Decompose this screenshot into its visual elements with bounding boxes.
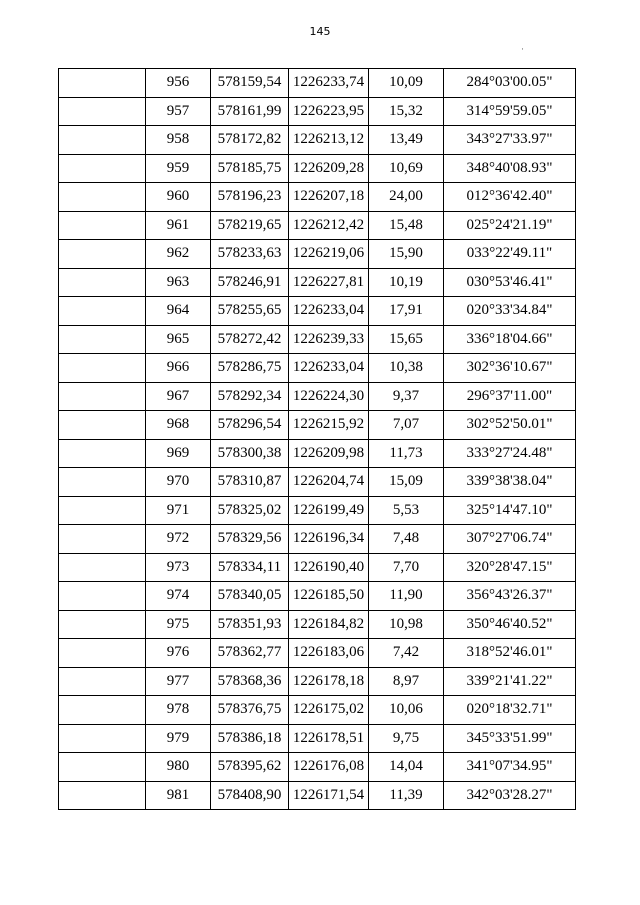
group-cell bbox=[59, 781, 146, 810]
group-cell bbox=[59, 211, 146, 240]
group-cell bbox=[59, 639, 146, 668]
y-coordinate-cell: 1226176,08 bbox=[289, 753, 369, 782]
group-cell bbox=[59, 696, 146, 725]
distance-cell: 15,65 bbox=[369, 325, 444, 354]
table-row bbox=[59, 525, 576, 554]
point-number-cell: 969 bbox=[146, 439, 211, 468]
bearing-cell: 284°03'00.05" bbox=[444, 69, 576, 98]
table-row bbox=[59, 582, 576, 611]
bearing-cell: 307°27'06.74" bbox=[444, 525, 576, 554]
y-coordinate-cell: 1226171,54 bbox=[289, 781, 369, 810]
distance-cell: 9,37 bbox=[369, 382, 444, 411]
x-coordinate-cell: 578362,77 bbox=[211, 639, 289, 668]
table-row bbox=[59, 211, 576, 240]
y-coordinate-cell: 1226178,18 bbox=[289, 667, 369, 696]
y-coordinate-cell: 1226190,40 bbox=[289, 553, 369, 582]
point-number-cell: 959 bbox=[146, 154, 211, 183]
x-coordinate-cell: 578233,63 bbox=[211, 240, 289, 269]
group-cell bbox=[59, 724, 146, 753]
distance-cell: 14,04 bbox=[369, 753, 444, 782]
point-number-cell: 958 bbox=[146, 126, 211, 155]
x-coordinate-cell: 578351,93 bbox=[211, 610, 289, 639]
y-coordinate-cell: 1226215,92 bbox=[289, 411, 369, 440]
x-coordinate-cell: 578368,36 bbox=[211, 667, 289, 696]
distance-cell: 9,75 bbox=[369, 724, 444, 753]
point-number-cell: 957 bbox=[146, 97, 211, 126]
x-coordinate-cell: 578395,62 bbox=[211, 753, 289, 782]
group-cell bbox=[59, 382, 146, 411]
y-coordinate-cell: 1226175,02 bbox=[289, 696, 369, 725]
bearing-cell: 318°52'46.01" bbox=[444, 639, 576, 668]
point-number-cell: 964 bbox=[146, 297, 211, 326]
table-row bbox=[59, 325, 576, 354]
y-coordinate-cell: 1226233,74 bbox=[289, 69, 369, 98]
group-cell bbox=[59, 183, 146, 212]
x-coordinate-cell: 578246,91 bbox=[211, 268, 289, 297]
group-cell bbox=[59, 126, 146, 155]
distance-cell: 10,06 bbox=[369, 696, 444, 725]
point-number-cell: 976 bbox=[146, 639, 211, 668]
point-number-cell: 967 bbox=[146, 382, 211, 411]
coordinates-table-body bbox=[59, 69, 576, 810]
bearing-cell: 314°59'59.05" bbox=[444, 97, 576, 126]
group-cell bbox=[59, 154, 146, 183]
bearing-cell: 343°27'33.97" bbox=[444, 126, 576, 155]
y-coordinate-cell: 1226223,95 bbox=[289, 97, 369, 126]
distance-cell: 15,90 bbox=[369, 240, 444, 269]
x-coordinate-cell: 578376,75 bbox=[211, 696, 289, 725]
table-row bbox=[59, 268, 576, 297]
group-cell bbox=[59, 325, 146, 354]
table-row bbox=[59, 97, 576, 126]
bearing-cell: 030°53'46.41" bbox=[444, 268, 576, 297]
y-coordinate-cell: 1226209,98 bbox=[289, 439, 369, 468]
table-row bbox=[59, 297, 576, 326]
bearing-cell: 350°46'40.52" bbox=[444, 610, 576, 639]
point-number-cell: 956 bbox=[146, 69, 211, 98]
group-cell bbox=[59, 268, 146, 297]
bearing-cell: 302°52'50.01" bbox=[444, 411, 576, 440]
bearing-cell: 020°33'34.84" bbox=[444, 297, 576, 326]
distance-cell: 10,19 bbox=[369, 268, 444, 297]
bearing-cell: 348°40'08.93" bbox=[444, 154, 576, 183]
y-coordinate-cell: 1226183,06 bbox=[289, 639, 369, 668]
bearing-cell: 341°07'34.95" bbox=[444, 753, 576, 782]
point-number-cell: 971 bbox=[146, 496, 211, 525]
group-cell bbox=[59, 297, 146, 326]
group-cell bbox=[59, 97, 146, 126]
table-row bbox=[59, 781, 576, 810]
distance-cell: 15,09 bbox=[369, 468, 444, 497]
bearing-cell: 296°37'11.00" bbox=[444, 382, 576, 411]
distance-cell: 10,09 bbox=[369, 69, 444, 98]
y-coordinate-cell: 1226224,30 bbox=[289, 382, 369, 411]
table-row bbox=[59, 496, 576, 525]
x-coordinate-cell: 578172,82 bbox=[211, 126, 289, 155]
bearing-cell: 325°14'47.10" bbox=[444, 496, 576, 525]
distance-cell: 24,00 bbox=[369, 183, 444, 212]
bearing-cell: 345°33'51.99" bbox=[444, 724, 576, 753]
x-coordinate-cell: 578286,75 bbox=[211, 354, 289, 383]
distance-cell: 7,42 bbox=[369, 639, 444, 668]
point-number-cell: 978 bbox=[146, 696, 211, 725]
distance-cell: 11,90 bbox=[369, 582, 444, 611]
bearing-cell: 336°18'04.66" bbox=[444, 325, 576, 354]
x-coordinate-cell: 578196,23 bbox=[211, 183, 289, 212]
table-row bbox=[59, 696, 576, 725]
y-coordinate-cell: 1226178,51 bbox=[289, 724, 369, 753]
y-coordinate-cell: 1226212,42 bbox=[289, 211, 369, 240]
group-cell bbox=[59, 525, 146, 554]
distance-cell: 13,49 bbox=[369, 126, 444, 155]
table-row bbox=[59, 69, 576, 98]
distance-cell: 7,48 bbox=[369, 525, 444, 554]
point-number-cell: 965 bbox=[146, 325, 211, 354]
table-row bbox=[59, 753, 576, 782]
distance-cell: 10,38 bbox=[369, 354, 444, 383]
distance-cell: 7,07 bbox=[369, 411, 444, 440]
table-row bbox=[59, 382, 576, 411]
distance-cell: 10,69 bbox=[369, 154, 444, 183]
table-row bbox=[59, 610, 576, 639]
point-number-cell: 961 bbox=[146, 211, 211, 240]
x-coordinate-cell: 578310,87 bbox=[211, 468, 289, 497]
x-coordinate-cell: 578272,42 bbox=[211, 325, 289, 354]
bearing-cell: 020°18'32.71" bbox=[444, 696, 576, 725]
y-coordinate-cell: 1226199,49 bbox=[289, 496, 369, 525]
bearing-cell: 339°38'38.04" bbox=[444, 468, 576, 497]
x-coordinate-cell: 578159,54 bbox=[211, 69, 289, 98]
x-coordinate-cell: 578340,05 bbox=[211, 582, 289, 611]
point-number-cell: 975 bbox=[146, 610, 211, 639]
bearing-cell: 333°27'24.48" bbox=[444, 439, 576, 468]
table-row bbox=[59, 240, 576, 269]
y-coordinate-cell: 1226209,28 bbox=[289, 154, 369, 183]
y-coordinate-cell: 1226207,18 bbox=[289, 183, 369, 212]
group-cell bbox=[59, 610, 146, 639]
x-coordinate-cell: 578161,99 bbox=[211, 97, 289, 126]
table-row bbox=[59, 126, 576, 155]
group-cell bbox=[59, 553, 146, 582]
y-coordinate-cell: 1226204,74 bbox=[289, 468, 369, 497]
y-coordinate-cell: 1226239,33 bbox=[289, 325, 369, 354]
point-number-cell: 960 bbox=[146, 183, 211, 212]
x-coordinate-cell: 578219,65 bbox=[211, 211, 289, 240]
y-coordinate-cell: 1226233,04 bbox=[289, 297, 369, 326]
bearing-cell: 320°28'47.15" bbox=[444, 553, 576, 582]
bearing-cell: 342°03'28.27" bbox=[444, 781, 576, 810]
point-number-cell: 966 bbox=[146, 354, 211, 383]
group-cell bbox=[59, 582, 146, 611]
table-row bbox=[59, 411, 576, 440]
y-coordinate-cell: 1226219,06 bbox=[289, 240, 369, 269]
group-cell bbox=[59, 69, 146, 98]
group-cell bbox=[59, 667, 146, 696]
group-cell bbox=[59, 496, 146, 525]
bearing-cell: 012°36'42.40" bbox=[444, 183, 576, 212]
table-row bbox=[59, 468, 576, 497]
table-row bbox=[59, 639, 576, 668]
x-coordinate-cell: 578329,56 bbox=[211, 525, 289, 554]
point-number-cell: 972 bbox=[146, 525, 211, 554]
x-coordinate-cell: 578296,54 bbox=[211, 411, 289, 440]
x-coordinate-cell: 578408,90 bbox=[211, 781, 289, 810]
point-number-cell: 974 bbox=[146, 582, 211, 611]
x-coordinate-cell: 578292,34 bbox=[211, 382, 289, 411]
coordinates-table bbox=[58, 68, 576, 810]
point-number-cell: 962 bbox=[146, 240, 211, 269]
distance-cell: 17,91 bbox=[369, 297, 444, 326]
point-number-cell: 977 bbox=[146, 667, 211, 696]
table-row bbox=[59, 724, 576, 753]
group-cell bbox=[59, 468, 146, 497]
x-coordinate-cell: 578386,18 bbox=[211, 724, 289, 753]
y-coordinate-cell: 1226184,82 bbox=[289, 610, 369, 639]
table-row bbox=[59, 553, 576, 582]
bearing-cell: 025°24'21.19" bbox=[444, 211, 576, 240]
distance-cell: 10,98 bbox=[369, 610, 444, 639]
group-cell bbox=[59, 411, 146, 440]
bearing-cell: 356°43'26.37" bbox=[444, 582, 576, 611]
bearing-cell: 302°36'10.67" bbox=[444, 354, 576, 383]
distance-cell: 5,53 bbox=[369, 496, 444, 525]
table-row bbox=[59, 439, 576, 468]
table-row bbox=[59, 183, 576, 212]
table-row bbox=[59, 354, 576, 383]
group-cell bbox=[59, 354, 146, 383]
bearing-cell: 033°22'49.11" bbox=[444, 240, 576, 269]
y-coordinate-cell: 1226213,12 bbox=[289, 126, 369, 155]
table-row bbox=[59, 667, 576, 696]
x-coordinate-cell: 578185,75 bbox=[211, 154, 289, 183]
point-number-cell: 973 bbox=[146, 553, 211, 582]
distance-cell: 11,73 bbox=[369, 439, 444, 468]
y-coordinate-cell: 1226227,81 bbox=[289, 268, 369, 297]
y-coordinate-cell: 1226196,34 bbox=[289, 525, 369, 554]
x-coordinate-cell: 578300,38 bbox=[211, 439, 289, 468]
x-coordinate-cell: 578325,02 bbox=[211, 496, 289, 525]
x-coordinate-cell: 578255,65 bbox=[211, 297, 289, 326]
y-coordinate-cell: 1226185,50 bbox=[289, 582, 369, 611]
x-coordinate-cell: 578334,11 bbox=[211, 553, 289, 582]
point-number-cell: 979 bbox=[146, 724, 211, 753]
distance-cell: 7,70 bbox=[369, 553, 444, 582]
point-number-cell: 970 bbox=[146, 468, 211, 497]
bearing-cell: 339°21'41.22" bbox=[444, 667, 576, 696]
distance-cell: 11,39 bbox=[369, 781, 444, 810]
group-cell bbox=[59, 439, 146, 468]
point-number-cell: 968 bbox=[146, 411, 211, 440]
table-row bbox=[59, 154, 576, 183]
distance-cell: 8,97 bbox=[369, 667, 444, 696]
point-number-cell: 963 bbox=[146, 268, 211, 297]
group-cell bbox=[59, 240, 146, 269]
group-cell bbox=[59, 753, 146, 782]
point-number-cell: 981 bbox=[146, 781, 211, 810]
page-number: 145 bbox=[309, 25, 331, 38]
distance-cell: 15,48 bbox=[369, 211, 444, 240]
point-number-cell: 980 bbox=[146, 753, 211, 782]
y-coordinate-cell: 1226233,04 bbox=[289, 354, 369, 383]
corner-mark: · bbox=[521, 44, 524, 54]
distance-cell: 15,32 bbox=[369, 97, 444, 126]
